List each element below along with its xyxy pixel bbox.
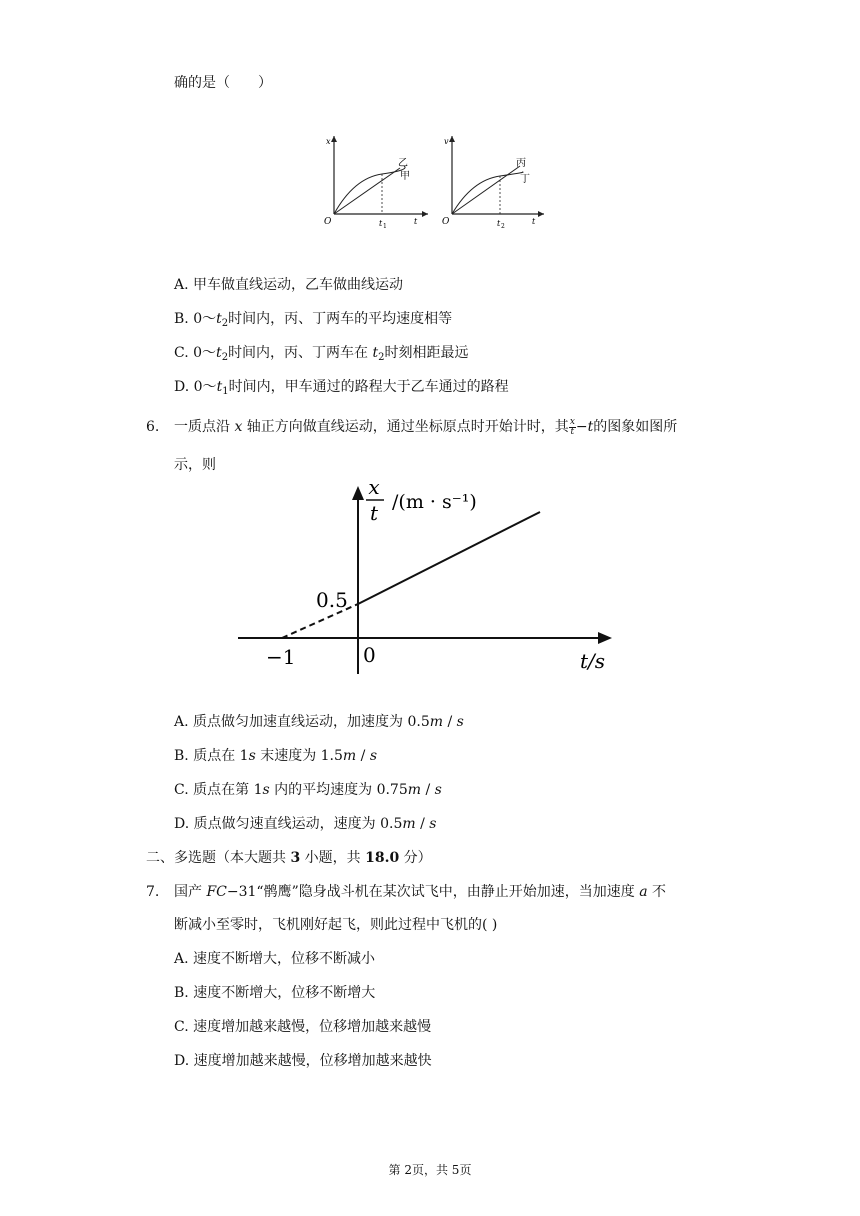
- xt-label-yi: 乙: [398, 158, 408, 169]
- q5-vt-graph: [442, 136, 544, 228]
- q7-stem-line1: 国产 FC−31“鹘鹰”隐身战斗机在某次试飞中，由静止开始加速，当加速度 a 不: [174, 884, 667, 900]
- xt-t1-label: t: [379, 219, 383, 228]
- ylabel-num: x: [368, 475, 380, 499]
- xt-label-jia: 甲: [400, 171, 410, 182]
- q6-option-b[interactable]: B. 质点在 1s 末速度为 1.5m / s: [174, 748, 378, 764]
- q7-option-d[interactable]: D. 速度增加越来越慢，位移增加越来越快: [174, 1053, 432, 1069]
- data-line: [358, 512, 540, 604]
- q5-option-c[interactable]: C. $0\sim t_2$时间内，丙、丁两车在 $t_2$时刻相距最远: [174, 345, 469, 363]
- vt-label-ding: 丁: [520, 174, 530, 185]
- xt-origin-label: O: [324, 217, 332, 227]
- vt-label-bing: 丙: [516, 158, 526, 169]
- q6-option-c[interactable]: C. 质点在第 1s 内的平均速度为 0.75m / s: [174, 782, 442, 798]
- q6-stem-line1: 一质点沿 x 轴正方向做直线运动，通过坐标原点时开始计时，其 $\frac{x}{t}$ −t的图象如图所: [174, 416, 678, 437]
- x-axis-arrow: [598, 632, 612, 644]
- y-axis-arrow: [352, 486, 364, 500]
- intercept-label: 0.5: [316, 588, 348, 612]
- q7-option-b[interactable]: B. 速度不断增大，位移不断增大: [174, 985, 376, 1001]
- q6-number: 6.: [146, 419, 160, 435]
- xt-x-axis-label: t: [414, 217, 418, 226]
- ylabel-unit: /(m · s⁻¹): [392, 491, 477, 513]
- vt-origin-label: O: [442, 217, 450, 227]
- section-heading: 二、多选题（本大题共 3 小题，共 18.0 分）: [146, 850, 432, 866]
- page-footer: 第 2页，共 5页: [388, 1163, 472, 1177]
- q7-number: 7.: [146, 884, 160, 900]
- xlabel: t/s: [580, 649, 606, 673]
- q5-option-d[interactable]: D. $0\sim t_1$时间内，甲车通过的路程大于乙车通过的路程: [174, 379, 509, 397]
- xt-y-axis-label: x: [326, 137, 331, 146]
- q5-xt-graph: [324, 136, 428, 228]
- q5-option-a[interactable]: A. 甲车做直线运动，乙车做曲线运动: [174, 277, 404, 293]
- q5-graphs: [318, 130, 550, 228]
- neg-one-label: −1: [266, 645, 296, 669]
- q6-option-d[interactable]: D. 质点做匀速直线运动，速度为 0.5m / s: [174, 816, 437, 832]
- ylabel-den: t: [369, 501, 379, 525]
- vt-y-axis-label: v: [444, 137, 449, 146]
- q5-stem-tail: 确的是（ ）: [174, 75, 272, 91]
- q6-stem-fraction: $\frac{x}{t}$: [569, 416, 575, 437]
- q6-option-a[interactable]: A. 质点做匀加速直线运动，加速度为 0.5m / s: [174, 714, 464, 730]
- q6-graph: [234, 474, 618, 692]
- q5-option-b[interactable]: B. $0\sim t_2$时间内，丙、丁两车的平均速度相等: [174, 311, 453, 329]
- q7-option-c[interactable]: C. 速度增加越来越慢，位移增加越来越慢: [174, 1019, 432, 1035]
- origin-label: 0: [363, 643, 376, 667]
- q7-option-a[interactable]: A. 速度不断增大，位移不断减小: [174, 951, 376, 967]
- vt-t2-label: t: [497, 219, 501, 228]
- q7-stem-line2: 断减小至零时，飞机刚好起飞，则此过程中飞机的( ): [174, 917, 498, 933]
- vt-t2-sub: 2: [501, 223, 505, 228]
- q6-stem-line2: 示，则: [174, 457, 216, 473]
- xt-t1-sub: 1: [383, 223, 387, 228]
- vt-x-axis-label: t: [532, 217, 536, 226]
